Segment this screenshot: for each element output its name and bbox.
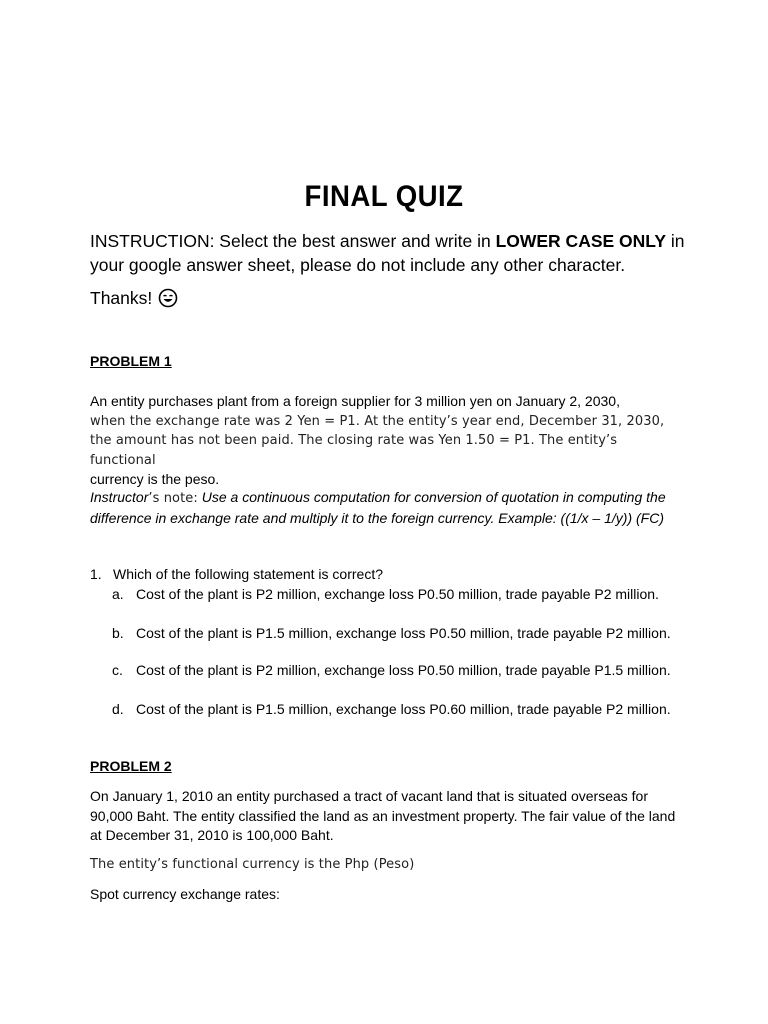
answer-option-a xyxy=(112,585,672,605)
functional-currency-text: The entity’s functional currency is the Php (Peso) xyxy=(90,857,415,872)
option-text: Cost of the plant is P2 million, exchange loss P0.50 million, trade payable P2 million. xyxy=(136,586,659,602)
note-prefix: Instructor xyxy=(90,489,149,505)
note-label: ’s note: xyxy=(148,491,198,506)
question-text: Which of the following statement is correct? xyxy=(113,566,384,582)
problem-1-line: the amount has not been paid. The closing rate was Yen 1.50 = P1. The entity’s functional xyxy=(90,433,618,468)
problem-1-line: An entity purchases plant from a foreign supplier for 3 million yen on January 2, 2030, xyxy=(90,393,620,409)
option-letter: c. xyxy=(112,662,123,678)
answer-option-d xyxy=(112,700,672,720)
problem-1-text xyxy=(90,392,680,490)
problem-2-heading: PROBLEM 2 xyxy=(90,758,172,774)
problem-1-line: currency is the peso. xyxy=(90,471,220,487)
instruction-text xyxy=(90,229,690,277)
option-text: Cost of the plant is P2 million, exchange loss P0.50 million, trade payable P1.5 million. xyxy=(136,662,671,678)
instruction-prefix: INSTRUCTION: Select the best answer and write in xyxy=(90,231,496,251)
problem-1-line: when the exchange rate was 2 Yen = P1. At the entity’s year end, December 31, 2030, xyxy=(90,413,665,429)
problem-2-text: On January 1, 2010 an entity purchased a tract of vacant land that is situated overseas for 90,000 Baht. The entity classified the land as an investment property. The fair value of the land at December 31, 2010 is 100,000 Baht. xyxy=(90,788,676,843)
option-text: Cost of the plant is P1.5 million, exchange loss P0.50 million, trade payable P2 million. xyxy=(136,625,671,641)
instruction-emphasis: LOWER CASE ONLY xyxy=(495,231,667,251)
spot-rates-label: Spot currency exchange rates: xyxy=(90,886,280,902)
page-title: FINAL QUIZ xyxy=(304,180,464,213)
option-letter: a. xyxy=(112,586,124,602)
thanks-text: Thanks! xyxy=(90,288,153,308)
option-text: Cost of the plant is P1.5 million, exchange loss P0.60 million, trade payable P2 million. xyxy=(136,701,671,717)
question-number: 1. xyxy=(90,566,102,582)
note-text: Use a continuous computation for conversion of quotation in computing the difference in exchange rate and multiply it to the foreign currency. Example: ((1/x – 1/y)) (FC) xyxy=(90,489,666,526)
option-letter: b. xyxy=(112,625,124,641)
answer-option-c xyxy=(112,661,672,681)
instructor-note xyxy=(90,488,680,528)
option-letter: d. xyxy=(112,701,124,717)
answer-option-b xyxy=(112,624,672,644)
thanks-line xyxy=(90,286,178,310)
problem-1-heading: PROBLEM 1 xyxy=(90,353,172,369)
smiley-icon xyxy=(158,288,178,308)
instruction-suffix: in your google answer sheet, please do not include any other character. xyxy=(90,231,685,275)
